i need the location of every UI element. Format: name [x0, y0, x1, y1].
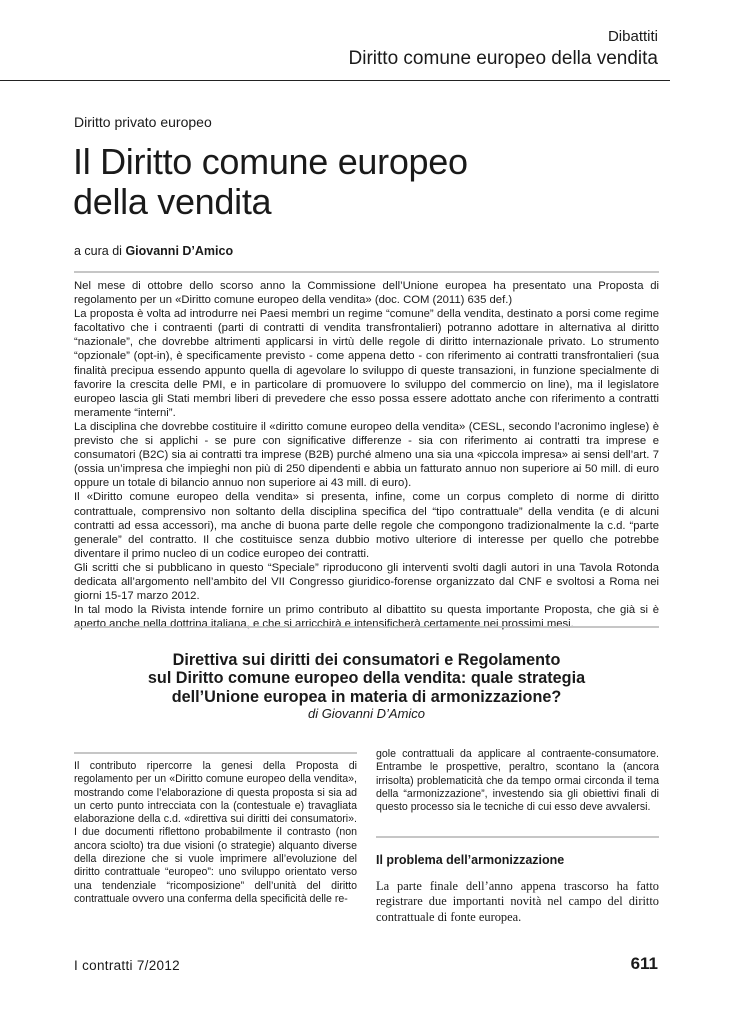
- article-title-line: dell’Unione europea in materia di armonizzazione?: [171, 687, 562, 706]
- page-number: 611: [630, 954, 658, 973]
- footer-journal: I contratti 7/2012: [74, 958, 180, 973]
- curatela-prefix: a cura di: [74, 244, 122, 258]
- header-rule: [0, 80, 670, 81]
- intro-paragraph: Il «Diritto comune europeo della vendita» si presenta, infine, come un corpus completo di norme di diritto contrattuale, comprensivo non soltanto della disciplina specifica del “tipo contrattuale” della vendita (e di alcuni contratti ad essa accessori), ma anche di buona parte delle regole che compongono tradizionalmente la c.d. “parte generale” del contratto. Il che costituisce senza dubbio motivo ulteriore di interesse per quello che potrebbe diventare il primo nucleo di un codice europeo dei contratti.: [74, 491, 659, 560]
- abstract-end-rule: [376, 836, 659, 838]
- header-section-name: Dibattiti: [607, 28, 658, 45]
- curatela: [74, 244, 233, 258]
- section-subheading: Il problema dell’armonizzazione: [376, 853, 565, 867]
- page-title: [73, 142, 468, 222]
- header-running-title: Diritto comune europeo della vendita: [348, 48, 658, 69]
- intro-bottom-rule: [74, 626, 659, 628]
- abstract-continued: gole contrattuali da applicare al contraente-consumatore. Entrambe le prospettive, peraltro, scontano la (ancora irrisolta) problematicità che da tempo ormai circonda il tema della “armonizzazione”, investendo sia gli obiettivi finali di questo processo sia le tecniche di cui esso deve avvalersi.: [376, 748, 659, 814]
- intro-paragraph: La disciplina che dovrebbe costituire il «diritto comune europeo della vendita» (CESL, secondo l’acronimo inglese) è previsto che si applichi - se pure con significative differenze - sia con riferimento ai contratti tra imprese e consumatori (B2C) sia ai contratti tra imprese (B2B) purché almeno una sia una «piccola impresa» ai sensi dell’art. 7 (ossia un’impresa che impieghi non più di 250 dipendenti e abbia un fatturato annuo non superiore ai 50 mill. di euro oppure un totale di bilancio annuo non superiore ai 43 mill. di euro).: [74, 420, 659, 490]
- body-text: La parte finale dell’anno appena trascorso ha fatto registrare due importanti novità nel campo del diritto contrattuale di fonte europea.: [376, 879, 659, 924]
- intro-paragraph: In tal modo la Rivista intende fornire un primo contributo al dibattito su questa importante Proposta, che già si è aperto anche nella dottrina italiana, e che si arricchirà e intensificherà certamente nei prossimi mesi.: [74, 604, 659, 631]
- abstract-rule: [74, 752, 357, 754]
- intro-paragraph: La proposta è volta ad introdurre nei Paesi membri un regime “comune” della vendita, destinato a porsi come regime facoltativo che i contraenti (parti di contratti di vendita transfrontalieri) potranno adottare in alternativa al diritto “nazionale”, che dovrebbe altrimenti applicarsi in virtù delle regole di diritto internazionale privato. Lo strumento “opzionale” (opt-in), è specificamente previsto - come appena detto - con riferimento ai contratti transfrontalieri (sua finalità precipua essendo appunto quella di agevolare lo sviluppo di queste transazioni, in funzione specialmente di favorire la crescita delle PMI, e in particolare di promuovere lo sviluppo del commercio on line), ma il legislatore europeo lascia gli Stati membri liberi di prevedere che esso possa essere adottato anche con riferimento a contratti meramente “interni”.: [74, 308, 659, 419]
- intro-text: [74, 279, 659, 631]
- article-title: [74, 651, 659, 706]
- curatela-name: Giovanni D’Amico: [125, 244, 234, 258]
- intro-paragraph: Nel mese di ottobre dello scorso anno la Commissione dell’Unione europea ha presentato una Proposta di regolamento per un «Diritto comune europeo della vendita» (doc. COM (2011) 635 def.): [74, 280, 659, 307]
- article-title-line: sul Diritto comune europeo della vendita: quale strategia: [147, 669, 586, 688]
- intro-paragraph: Gli scritti che si pubblicano in questo “Speciale” riproducono gli interventi svolti dagli autori in una Tavola Rotonda dedicata all’argomento nell’ambito del VII Congresso giuridico-forense organizzato dal CNF e svoltosi a Roma nei giorni 15-17 marzo 2012.: [74, 561, 659, 603]
- section-label: Diritto privato europeo: [74, 114, 212, 130]
- page-title-line-2: della vendita: [73, 181, 272, 222]
- page-title-line-1: Il Diritto comune europeo: [73, 141, 468, 182]
- article-title-line: Direttiva sui diritti dei consumatori e Regolamento: [172, 651, 561, 669]
- intro-top-rule: [74, 271, 659, 273]
- abstract-text: Il contributo ripercorre la genesi della Proposta di regolamento per un «Diritto comune europeo della vendita», mostrando come l’elaborazione di questa proposta si sia ad un certo punto intrecciata con la (contestuale e) travagliata elaborazione della c.d. «direttiva sui diritti dei consumatori». I due documenti riflettono probabilmente il contrasto (non ancora sciolto) tra due visioni (o strategie) alquanto diverse della direzione che si vuole imprimere all’evoluzione del diritto contrattuale “europeo”: uno sviluppo orientato verso una tendenziale “ricomposizione” dell’unità del diritto contrattuale ovvero una conferma della specificità delle re-: [74, 760, 357, 905]
- running-header: [349, 28, 658, 70]
- article-author: di Giovanni D’Amico: [307, 706, 426, 721]
